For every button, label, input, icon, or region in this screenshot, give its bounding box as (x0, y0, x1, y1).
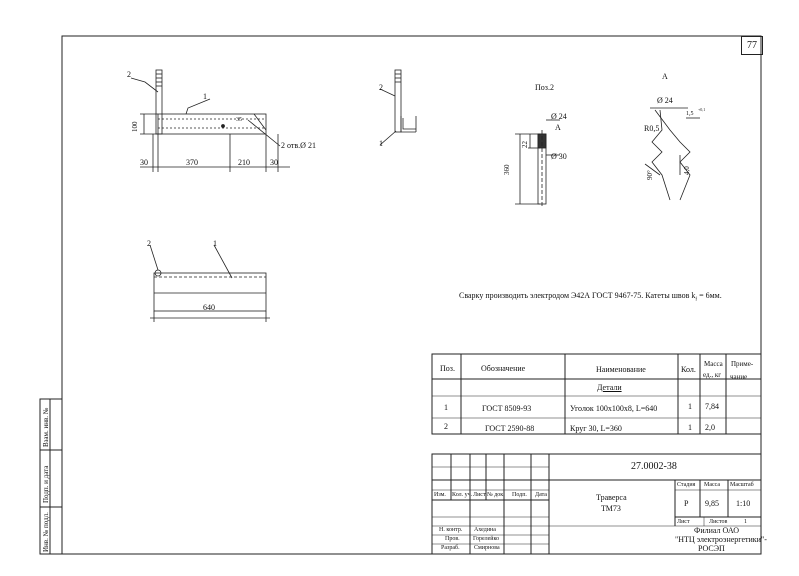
spec-row2-name: Круг 30, L=360 (570, 424, 622, 433)
pos2-dim-d30: Ø 30 (551, 152, 567, 161)
spec-row2-designation: ГОСТ 2590-88 (485, 424, 535, 433)
detail-a-drawing (645, 108, 700, 200)
pos2-title: Поз.2 (535, 83, 554, 92)
detail-a-tol: +0,1 (698, 107, 706, 112)
detail-a-4-0: 4,0 (683, 166, 691, 175)
role-n-kontr: Н. контр. (439, 527, 463, 533)
dim-640: 640 (203, 303, 215, 312)
scale-label: Масштаб (730, 482, 754, 488)
spec-header-mass-1: Масса (704, 360, 723, 368)
dim-210: 210 (238, 158, 250, 167)
col-label-data: Дата (535, 492, 547, 498)
spec-header-pos: Поз. (440, 364, 455, 373)
spec-row2-mass: 2,0 (705, 423, 715, 432)
pos2-dim-360: 360 (503, 164, 511, 175)
dim-370: 370 (186, 158, 198, 167)
col-label-list: Лист (473, 492, 486, 498)
side-view-drawing (380, 70, 416, 145)
spec-header-designation: Обозначение (481, 364, 526, 373)
spec-row2-qty: 1 (688, 423, 692, 432)
dim-100: 100 (131, 121, 139, 132)
spec-row1-mass: 7,84 (705, 402, 719, 411)
role-prov: Пров. (445, 536, 460, 542)
col-label-kol: Кол. уч. (452, 492, 473, 498)
stage-value: Р (684, 499, 689, 508)
bottom-callout-2: 2 (147, 239, 151, 248)
dim-30-right: 30 (270, 158, 278, 167)
front-view-drawing (131, 70, 290, 172)
col-label-ndok: № док. (487, 492, 505, 498)
role-razrab: Разраб. (441, 545, 460, 551)
name-prov: Горелейко (473, 536, 500, 542)
dim-35: 35 (236, 117, 242, 123)
doc-number: 27.0002-38 (631, 461, 677, 472)
callout-1: 1 (203, 92, 207, 101)
col-label-izm: Изм. (434, 492, 446, 498)
spec-row1-pos: 1 (444, 403, 448, 412)
org-line-2: "НТЦ электроэнергетики"- (675, 535, 767, 544)
spec-row1-name: Уголок 100х100х8, L=640 (570, 404, 658, 413)
dim-30-left: 30 (140, 158, 148, 167)
spec-header-name: Наименование (596, 365, 646, 374)
side-stamp-vzam: Взам. инв. № (42, 407, 50, 447)
org-line-3: РОСЭП (698, 544, 725, 553)
spec-header-note-2: чание (730, 373, 748, 381)
sheet-label: Лист (677, 519, 690, 525)
stage-label: Стадия (677, 482, 696, 488)
org-line-1: Филиал ОАО (694, 526, 740, 535)
name-n-kontr: Ахедина (474, 527, 496, 533)
spec-row1-designation: ГОСТ 8509-93 (482, 404, 532, 413)
sheets-count: 1 (744, 519, 747, 525)
detail-a-90: 90° (646, 170, 654, 180)
spec-row1-qty: 1 (688, 402, 692, 411)
mass-value: 9,85 (705, 499, 719, 508)
detail-a-title: А (662, 72, 668, 81)
spec-header-qty: Кол. (681, 365, 696, 374)
spec-header-mass-2: ед., кг (703, 371, 722, 379)
spec-header-note-1: Приме- (731, 360, 754, 368)
page-number: 77 (741, 36, 763, 55)
spec-row2-pos: 2 (444, 422, 448, 431)
col-label-podp: Подп. (512, 492, 527, 498)
pos2-dim-d24: Ø 24 (551, 112, 567, 121)
dim-holes: 2 отв.Ø 21 (281, 141, 316, 150)
spec-section-title: Детали (597, 383, 622, 392)
side-callout-1: 1 (379, 139, 383, 148)
detail-a-1-5: 1,5 (686, 111, 694, 117)
item-name-2: ТМ73 (601, 504, 621, 513)
pos2-ref-a: А (555, 123, 561, 132)
sheets-label: Листов (709, 519, 728, 525)
detail-a-r05: R0,5 (644, 124, 660, 133)
item-name-1: Траверса (596, 493, 627, 502)
side-stamp-inv: Инв. № подл. (42, 512, 50, 552)
callout-2: 2 (127, 70, 131, 79)
welding-note: Сварку производить электродом Э42А ГОСТ 9467-75. Катеты швов $k_f = 6мм$. (459, 291, 722, 303)
detail-a-d24: Ø 24 (657, 96, 673, 105)
bottom-callout-1: 1 (213, 239, 217, 248)
pos2-drawing (515, 120, 560, 208)
pos2-dim-22: 22 (521, 141, 529, 148)
mass-label: Масса (704, 482, 721, 488)
scale-value: 1:10 (736, 499, 751, 508)
name-razrab: Смирнова (474, 545, 500, 551)
side-stamp-podp: Подп. и дата (42, 465, 50, 503)
side-callout-2: 2 (379, 83, 383, 92)
